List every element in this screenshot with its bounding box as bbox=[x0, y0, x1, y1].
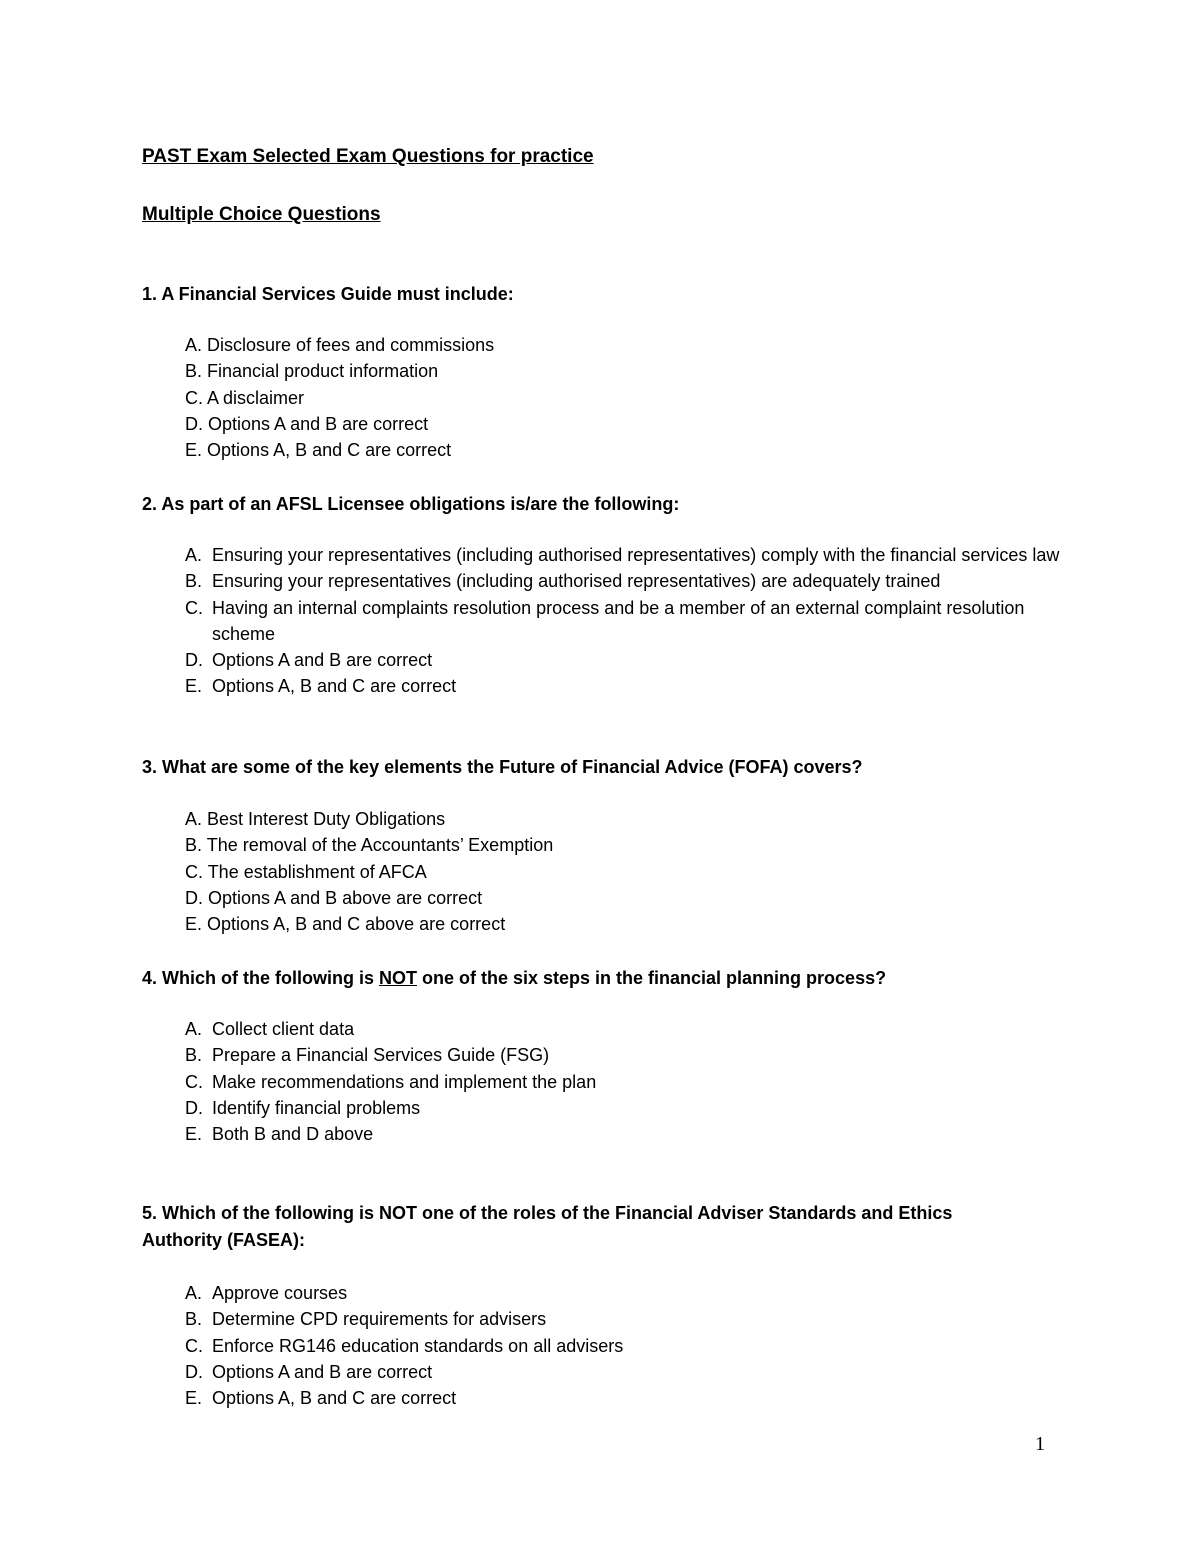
question-4-options bbox=[185, 1016, 1065, 1147]
option-item: D. Identify financial problems bbox=[185, 1097, 421, 1118]
option-item: C. Enforce RG146 education standards on all advisers bbox=[185, 1335, 624, 1356]
option-item: E. Both B and D above bbox=[185, 1124, 374, 1145]
option-item: B. Ensuring your representatives (including authorised representatives) are adequately trained bbox=[185, 571, 941, 592]
question-4-prompt: 4. Which of the following is NOT one of the six steps in the financial planning process? bbox=[142, 968, 887, 988]
option-item: C. Having an internal complaints resolution process and be a member of an external complaint resolution scheme bbox=[185, 597, 1025, 644]
question-1-options bbox=[185, 332, 494, 463]
section-heading: Multiple Choice Questions bbox=[142, 204, 381, 225]
option-item: E. Options A, B and C are correct bbox=[185, 676, 457, 697]
option-item: C. The establishment of AFCA bbox=[185, 861, 427, 882]
option-item: B. The removal of the Accountants’ Exemption bbox=[185, 835, 554, 856]
document-title: PAST Exam Selected Exam Questions for practice bbox=[142, 146, 594, 167]
option-item: E. Options A, B and C are correct bbox=[185, 440, 452, 461]
question-5-prompt: 5. Which of the following is NOT one of the roles of the Financial Adviser Standards and Ethics Authority (FASEA): bbox=[142, 1203, 953, 1250]
option-item: D. Options A and B above are correct bbox=[185, 887, 483, 908]
question-2-prompt: 2. As part of an AFSL Licensee obligations is/are the following: bbox=[142, 494, 680, 514]
option-item: B. Prepare a Financial Services Guide (FSG) bbox=[185, 1045, 550, 1066]
option-item: C. A disclaimer bbox=[185, 387, 305, 408]
question-2-options bbox=[185, 542, 1065, 700]
option-item: E. Options A, B and C above are correct bbox=[185, 914, 506, 935]
option-item: B. Determine CPD requirements for advisers bbox=[185, 1309, 547, 1330]
question-1-prompt: 1. A Financial Services Guide must include: bbox=[142, 284, 514, 304]
emphasis-not: NOT bbox=[379, 968, 417, 988]
option-item: E. Options A, B and C are correct bbox=[185, 1388, 457, 1409]
option-item: D. Options A and B are correct bbox=[185, 1361, 433, 1382]
option-item: A. Collect client data bbox=[185, 1019, 355, 1039]
page-number: 1 bbox=[1035, 1433, 1045, 1455]
option-item: D. Options A and B are correct bbox=[185, 650, 433, 671]
question-3-options bbox=[185, 806, 553, 937]
option-item: A. Ensuring your representatives (including authorised representatives) comply with the financial services law bbox=[185, 545, 1060, 565]
option-item: A. Disclosure of fees and commissions bbox=[185, 335, 495, 355]
option-item: D. Options A and B are correct bbox=[185, 413, 429, 434]
option-item: A. Approve courses bbox=[185, 1283, 348, 1303]
option-item: A. Best Interest Duty Obligations bbox=[185, 809, 446, 829]
question-5-options bbox=[185, 1280, 1065, 1411]
option-item: B. Financial product information bbox=[185, 361, 439, 382]
option-item: C. Make recommendations and implement the plan bbox=[185, 1071, 597, 1092]
question-3-prompt: 3. What are some of the key elements the Future of Financial Advice (FOFA) covers? bbox=[142, 757, 863, 777]
